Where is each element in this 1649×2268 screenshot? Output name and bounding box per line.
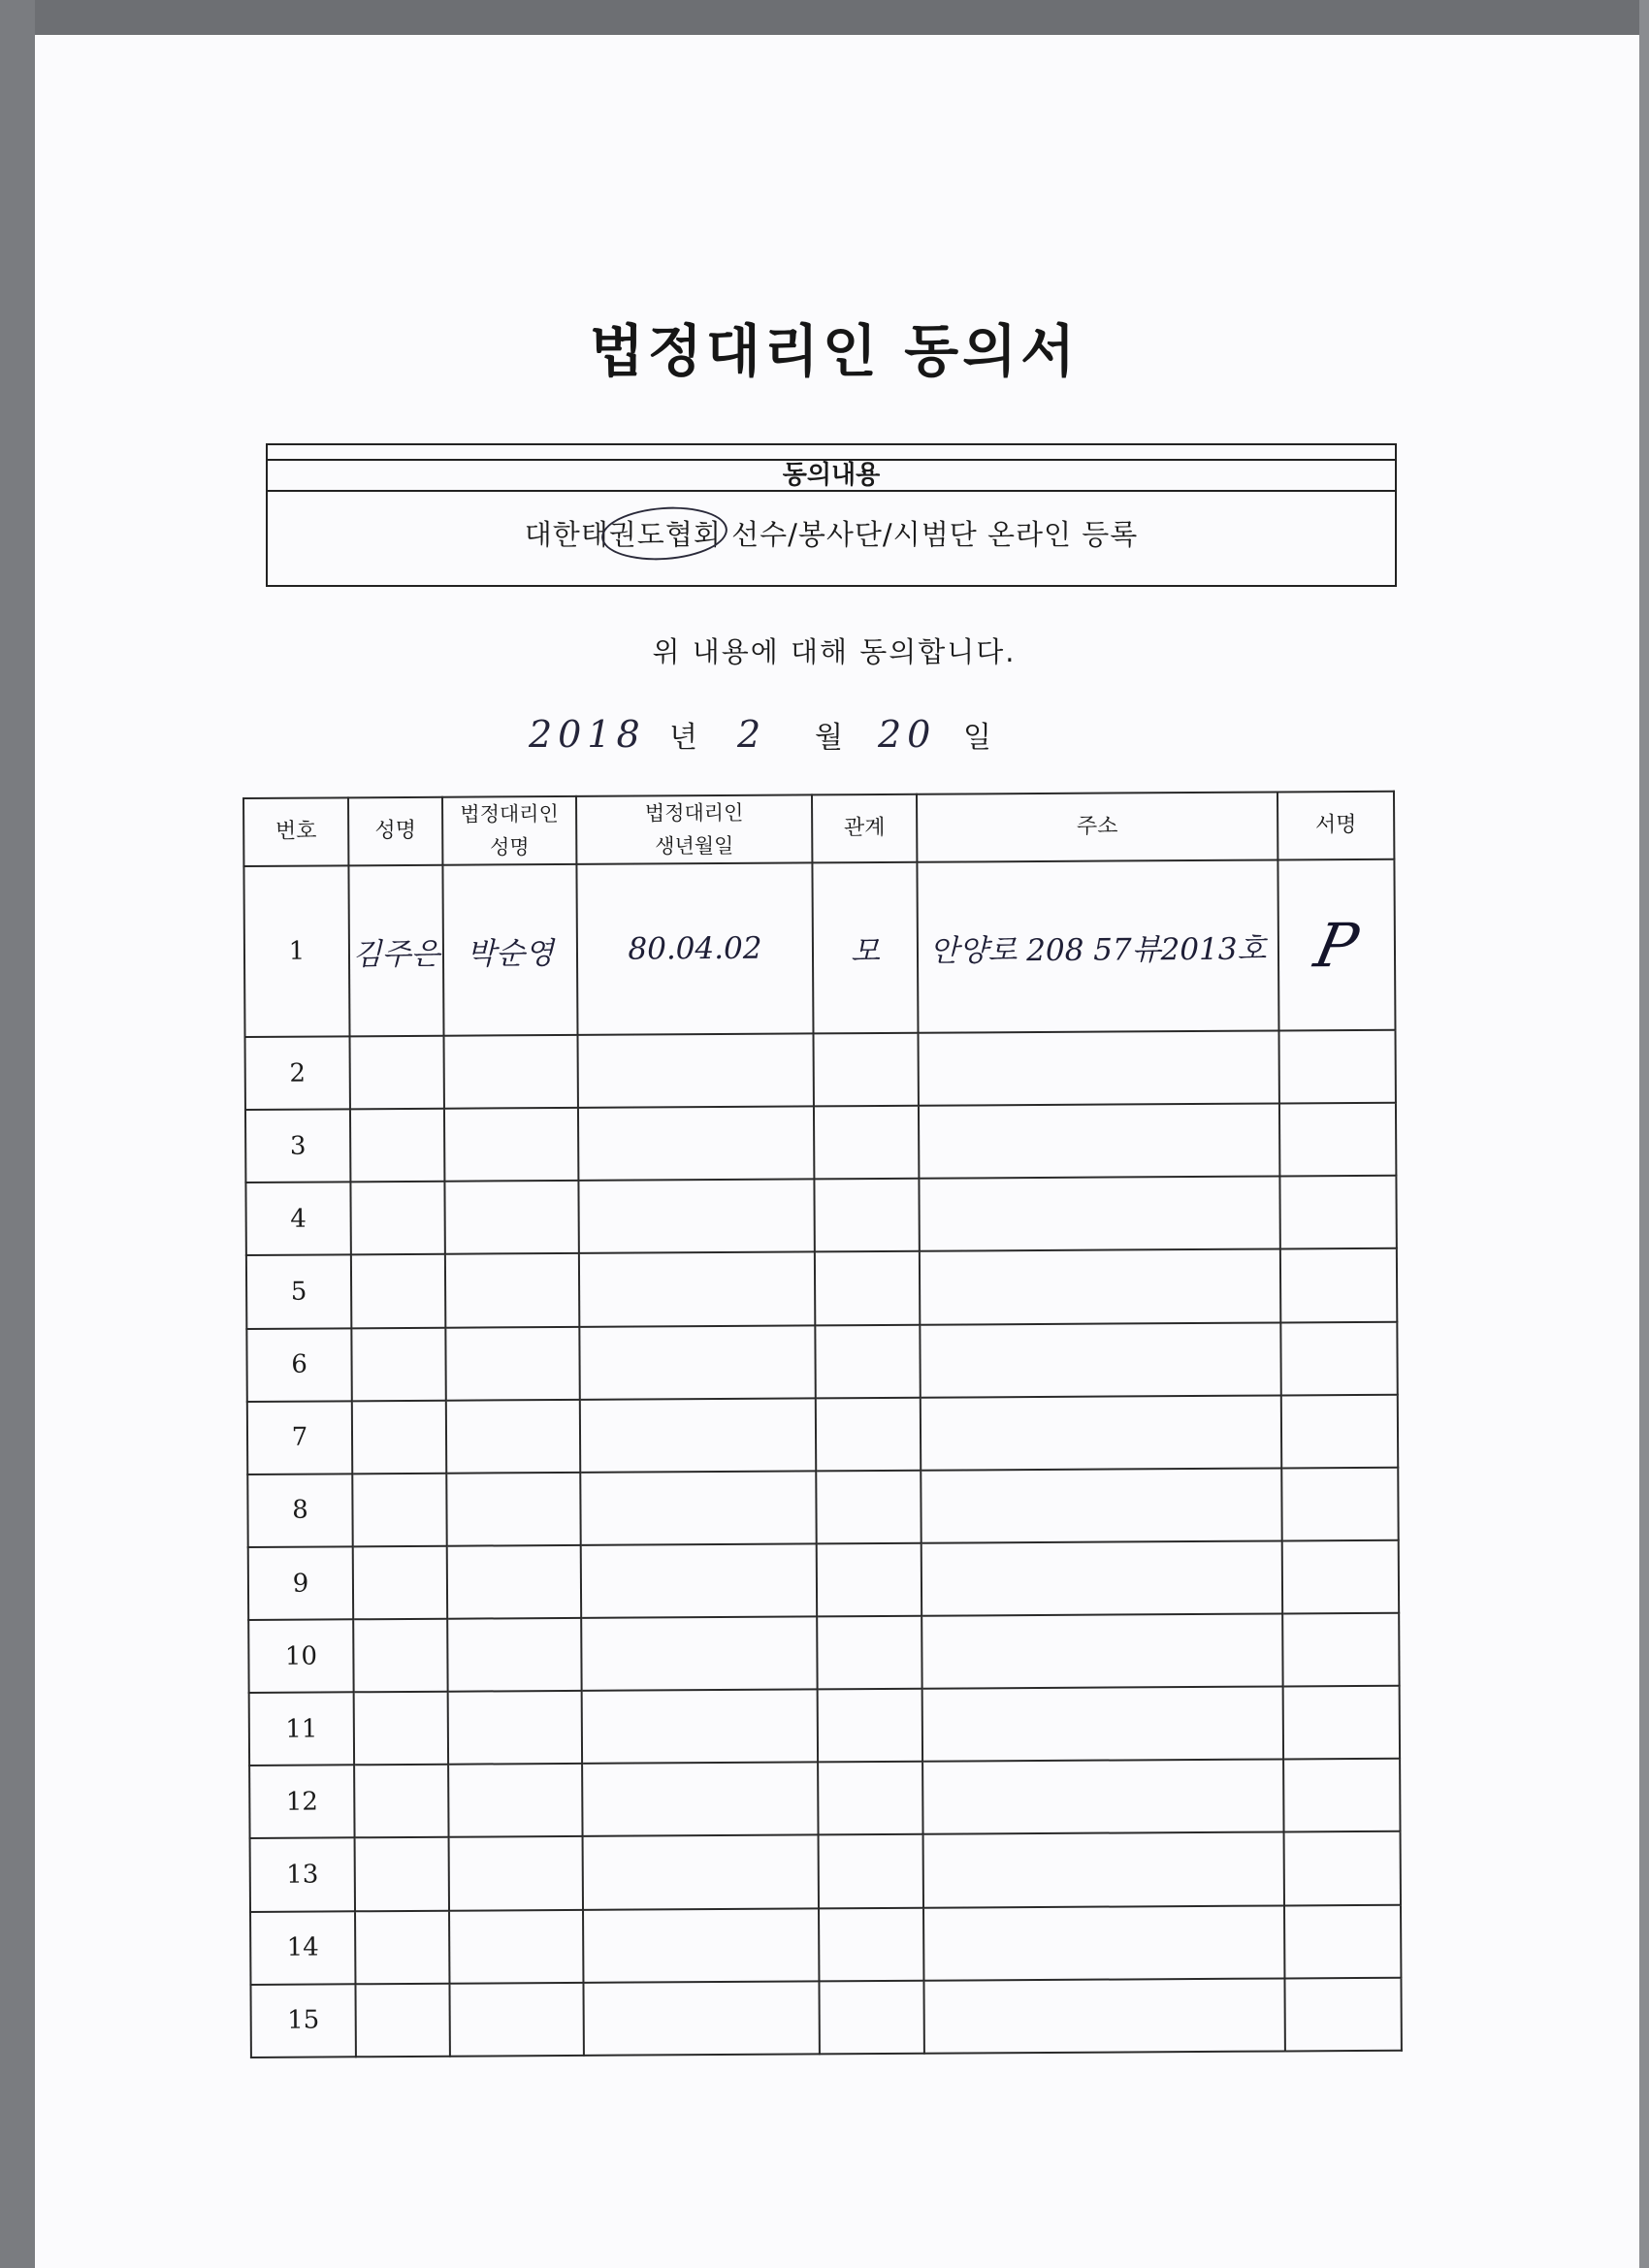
cell-signature <box>1283 1686 1400 1760</box>
cell-signature <box>1282 1540 1399 1614</box>
cell-guardian-birth <box>581 1543 817 1618</box>
date-year-value: 2018 <box>529 713 646 756</box>
cell-signature <box>1281 1394 1398 1468</box>
cell-guardian-birth <box>578 1034 814 1109</box>
cell-address <box>923 1832 1284 1907</box>
cell-relation <box>819 1834 923 1908</box>
cell-no: 6 <box>246 1328 351 1402</box>
cell-signature <box>1279 1103 1396 1177</box>
table-row <box>250 1831 1401 1911</box>
cell-no: 8 <box>247 1474 352 1547</box>
table-row <box>248 1613 1399 1693</box>
table-row <box>247 1468 1398 1547</box>
cell-address <box>919 1104 1279 1179</box>
header-guardian-name: 법정대리인 성명 <box>442 796 576 865</box>
cell-no: 15 <box>250 1984 355 2057</box>
cell-guardian-name <box>449 1909 583 1983</box>
cell-signature <box>1283 1759 1400 1832</box>
table-header-row <box>243 792 1394 866</box>
cell-relation <box>813 1033 918 1107</box>
date-month-label: 월 <box>815 721 843 755</box>
cell-no: 3 <box>245 1110 350 1183</box>
cell-address <box>922 1540 1282 1615</box>
cell-address <box>920 1322 1280 1397</box>
table-row <box>247 1394 1398 1474</box>
cell-guardian-birth <box>580 1471 816 1545</box>
header-guardian-birth: 법정대리인 생년월일 <box>576 794 812 863</box>
table-row <box>246 1248 1397 1328</box>
cell-guardian-birth <box>583 1835 819 1910</box>
cell-no: 14 <box>250 1911 355 1985</box>
cell-name <box>351 1254 445 1328</box>
date-month-value: 2 <box>737 713 767 756</box>
cell-signature <box>1281 1468 1398 1541</box>
cell-name <box>350 1182 444 1255</box>
cell-guardian-birth <box>583 1908 819 1983</box>
date-day-value: 20 <box>878 713 937 756</box>
cell-relation <box>817 1543 922 1617</box>
cell-name <box>355 1910 449 1984</box>
cell-address <box>923 1978 1284 2054</box>
consent-header: 동의내용 <box>268 459 1395 492</box>
consent-table <box>242 791 1401 2058</box>
cell-signature <box>1284 1831 1401 1905</box>
cell-guardian-name <box>446 1400 580 1474</box>
cell-no: 10 <box>248 1619 353 1693</box>
cell-relation <box>815 1324 920 1398</box>
cell-signature <box>1284 1977 1401 2051</box>
cell-no: 12 <box>249 1766 354 1839</box>
cell-relation <box>816 1471 921 1544</box>
cell-no: 2 <box>245 1036 350 1110</box>
cell-name <box>350 1036 444 1110</box>
table-row <box>245 1030 1396 1110</box>
agreement-statement: 위 내용에 대해 동의합니다. <box>652 635 1017 668</box>
cell-no: 1 <box>243 865 349 1037</box>
cell-guardian-birth <box>582 1690 818 1765</box>
cell-relation <box>814 1179 919 1252</box>
cell-guardian-name <box>447 1545 581 1619</box>
cell-name <box>353 1546 447 1620</box>
cell-signature <box>1284 1904 1401 1978</box>
table-row <box>249 1686 1400 1766</box>
cell-relation <box>817 1616 922 1690</box>
cell-no: 9 <box>248 1546 353 1620</box>
cell-name <box>353 1619 447 1693</box>
cell-relation: 모 <box>812 862 918 1034</box>
cell-no: 13 <box>250 1838 355 1912</box>
cell-name <box>351 1327 445 1401</box>
cell-guardian-birth <box>578 1107 814 1182</box>
table-row <box>249 1759 1400 1838</box>
cell-address <box>919 1177 1279 1251</box>
cell-name <box>354 1765 448 1838</box>
header-name: 성명 <box>348 797 442 866</box>
table-row <box>245 1103 1396 1183</box>
table-row <box>248 1540 1399 1620</box>
cell-address: 안양로 208 57뷰2013호 <box>917 859 1278 1032</box>
cell-address <box>918 1031 1278 1106</box>
header-no: 번호 <box>243 797 348 866</box>
cell-no: 5 <box>246 1255 351 1329</box>
cell-guardian-name <box>444 1108 578 1182</box>
cell-address <box>922 1614 1282 1689</box>
cell-name <box>355 1983 449 2057</box>
cell-name <box>350 1109 444 1183</box>
table-row <box>250 1977 1401 2057</box>
cell-guardian-name <box>447 1618 581 1692</box>
cell-name <box>352 1474 446 1547</box>
cell-address <box>921 1395 1281 1470</box>
table-row <box>250 1904 1401 1984</box>
cell-name: 김주은 <box>348 865 443 1037</box>
header-relation: 관계 <box>812 794 917 863</box>
cell-relation <box>819 1980 923 2054</box>
header-address: 주소 <box>917 792 1277 861</box>
cell-guardian-birth <box>583 1981 819 2056</box>
date-year-label: 년 <box>669 721 697 755</box>
cell-signature <box>1277 859 1395 1031</box>
cell-signature <box>1278 1030 1395 1104</box>
cell-no: 11 <box>249 1693 354 1766</box>
cell-guardian-birth <box>579 1252 815 1327</box>
cell-signature <box>1282 1613 1399 1687</box>
cell-guardian-birth <box>581 1616 817 1691</box>
cell-guardian-birth <box>579 1325 815 1400</box>
cell-relation <box>819 1907 923 1981</box>
cell-guardian-name <box>449 1836 583 1910</box>
cell-guardian-name <box>448 1764 582 1837</box>
cell-relation <box>818 1762 922 1835</box>
cell-no: 7 <box>247 1401 352 1474</box>
cell-guardian-birth <box>578 1180 814 1254</box>
signature-mark: P <box>1309 909 1365 981</box>
cell-name <box>355 1837 449 1911</box>
cell-guardian-name <box>444 1181 578 1254</box>
cell-relation <box>814 1106 919 1180</box>
cell-name <box>354 1692 448 1766</box>
cell-address <box>923 1905 1284 1980</box>
cell-guardian-name <box>444 1035 578 1109</box>
cell-guardian-name <box>445 1326 579 1400</box>
cell-relation <box>818 1689 922 1763</box>
table-row <box>245 1176 1396 1255</box>
cell-guardian-name <box>448 1691 582 1765</box>
document-title: 법정대리인 동의서 <box>589 318 1080 384</box>
scan-border-top <box>0 0 1649 35</box>
cell-name <box>352 1400 446 1474</box>
cell-guardian-birth <box>582 1763 818 1837</box>
table-row <box>246 1321 1397 1401</box>
header-signature: 서명 <box>1277 792 1394 860</box>
cell-address <box>922 1760 1283 1834</box>
table-row <box>243 859 1395 1037</box>
consent-box <box>266 443 1397 587</box>
date-day-label: 일 <box>963 721 991 755</box>
cell-guardian-birth <box>580 1398 816 1473</box>
cell-guardian-name <box>449 1983 583 2057</box>
consent-text: 대한태권도협회 선수/봉사단/시범단 온라인 등록 <box>524 518 1139 551</box>
cell-no: 4 <box>245 1183 350 1256</box>
cell-guardian-name: 박순영 <box>442 864 577 1036</box>
cell-signature <box>1280 1321 1397 1395</box>
cell-guardian-name <box>445 1253 579 1327</box>
cell-signature <box>1279 1176 1396 1249</box>
cell-guardian-birth: 80.04.02 <box>576 862 813 1035</box>
cell-address <box>920 1249 1280 1324</box>
cell-guardian-name <box>446 1473 580 1546</box>
cell-relation <box>815 1251 920 1325</box>
cell-address <box>922 1687 1283 1762</box>
cell-relation <box>816 1397 921 1471</box>
cell-address <box>921 1468 1281 1542</box>
cell-signature <box>1280 1248 1397 1322</box>
